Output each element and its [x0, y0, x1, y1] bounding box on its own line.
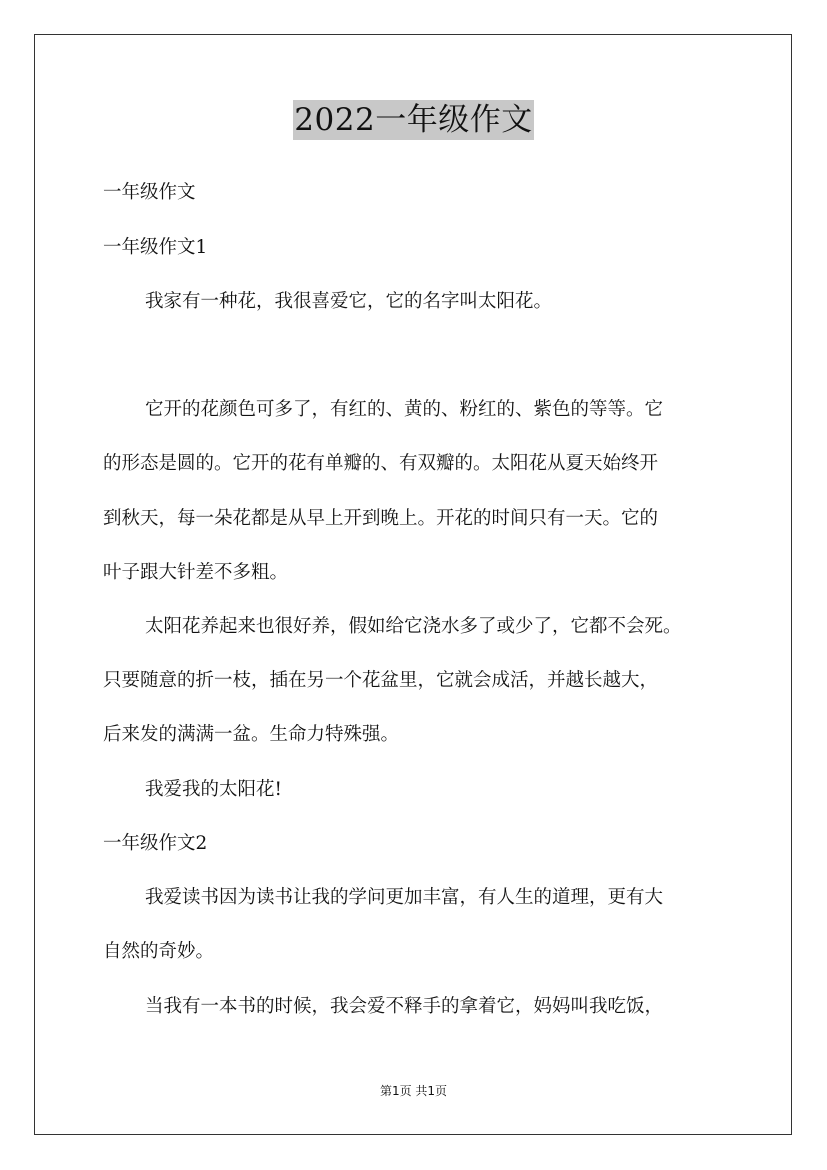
paragraph-line: 它开的花颜色可多了，有红的、黄的、粉红的、紫色的等等。它: [145, 399, 664, 420]
paragraph-line: 我家有一种花，我很喜爱它，它的名字叫太阳花。: [145, 291, 553, 312]
subheading-line: 一年级作文2: [103, 833, 208, 854]
paragraph-line: 太阳花养起来也很好养，假如给它浇水多了或少了，它都不会死。: [145, 616, 682, 637]
paragraph-line: 我爱读书因为读书让我的学问更加丰富，有人生的道理，更有大: [145, 887, 664, 908]
title-container: [0, 100, 827, 140]
paragraph-line: 后来发的满满一盆。生命力特殊强。: [103, 724, 400, 745]
paragraph-line: 自然的奇妙。: [103, 941, 215, 962]
paragraph-line: 当我有一本书的时候，我会爱不释手的拿着它，妈妈叫我吃饭，: [145, 996, 664, 1017]
paragraph-line: 的形态是圆的。它开的花有单瓣的、有双瓣的。太阳花从夏天始终开: [103, 453, 659, 474]
paragraph-line: 只要随意的折一枝，插在另一个花盆里，它就会成活，并越长越大，: [103, 670, 659, 691]
subheading-line: 一年级作文1: [103, 237, 208, 258]
page-footer: 第1页 共1页: [379, 1084, 448, 1098]
paragraph-line: 叶子跟大针差不多粗。: [103, 562, 289, 583]
heading-line: 一年级作文: [103, 182, 196, 203]
paragraph-line: 到秋天，每一朵花都是从早上开到晚上。开花的时间只有一天。它的: [103, 508, 659, 529]
document-title: 2022一年级作文: [294, 102, 533, 138]
paragraph-line: 我爱我的太阳花!: [145, 779, 282, 800]
